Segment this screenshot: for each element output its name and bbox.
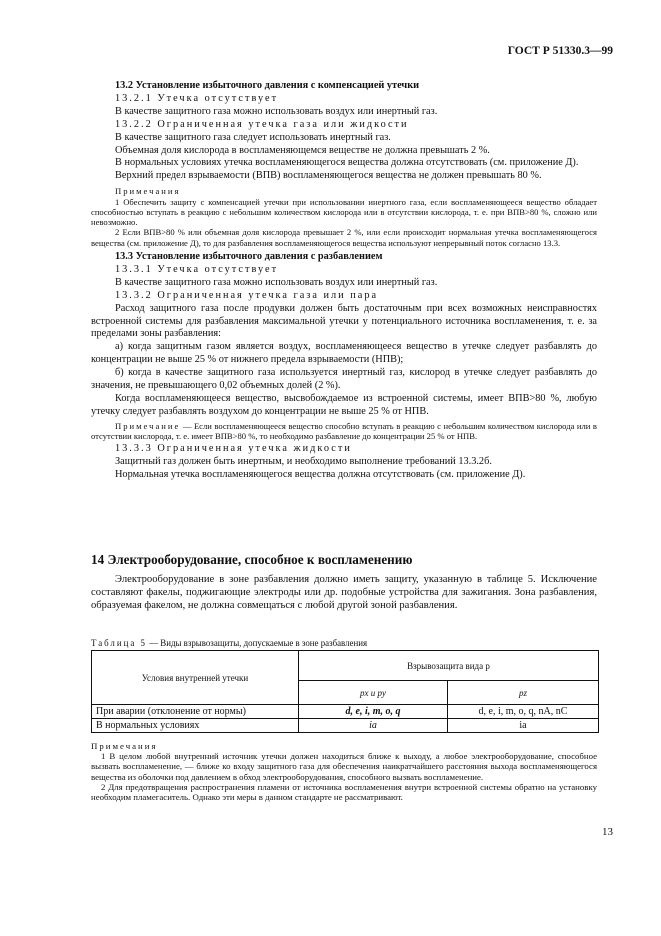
note — [91, 421, 597, 442]
note-1: 1 В целом любой внутренний источник утечки должен находиться ближе к выходу, а любое электрооборудование, способное вызвать воспламенение, — ближе ко входу защитного газа для обеспечения наикратчайшего расстояния выхода воспламеняющегося вещества из оболочки под давлением в обход электрооборудования, способного вызвать воспламенение. — [91, 751, 597, 782]
paragraph: В нормальных условиях утечка воспламеняющегося вещества должна отсутствовать (см. приложение Д). — [115, 157, 579, 169]
notes-heading: Примечания — [115, 186, 181, 197]
table-row — [92, 705, 599, 719]
note-text: — Если воспламеняющееся вещество способно вступать в реакцию с небольшим количеством кислорода или в отсутствии кислорода, т. е. имеет ВПВ>80 %, то необходимо разбавление до концентрации 25 % от НПВ. — [91, 420, 597, 442]
table-subheader-pz: pz — [448, 681, 599, 705]
paragraph: В качестве защитного газа можно использовать воздух или инертный газ. — [115, 276, 438, 288]
section-13-2-1-heading: 13.2.1 Утечка отсутствует — [115, 92, 279, 104]
paragraph: Расход защитного газа после продувки должен быть достаточным при всех возможных неисправностях встроенной системы для разбавления максимальной утечки у потенциального источника воспламенения, т. е. за пределами зоны разбавления: — [91, 302, 597, 340]
paragraph: Верхний предел взрываемости (ВПВ) воспламеняющегося вещества не должен превышать 80 %. — [115, 170, 542, 182]
table-row — [92, 719, 599, 733]
table-cell: ia — [448, 719, 599, 733]
table-caption-label: Таблица 5 — [91, 638, 147, 648]
paragraph: Электрооборудование в зоне разбавления должно иметь защиту, указанную в таблице 5. Исключение составляют факелы, поджигающие электроды или др. подобные устройства для зажигания. Зона разбавления, образуемая факелом, не должна совмещаться с любой другой зоной разбавления. — [91, 574, 597, 611]
paragraph: Защитный газ должен быть инертным, и необходимо выполнение требований 13.3.2б. — [115, 456, 492, 468]
note-1: 1 Обеспечить защиту с компенсацией утечки при использовании инертного газа, если воспламеняющееся вещество обладает способностью вступать в реакцию с небольшим количеством кислорода или в отсутствии кислорода, т. е. при ВПВ>80 %, сложно или невозможно. — [91, 196, 597, 228]
section-13-content — [91, 80, 597, 482]
list-item-b: б) когда в качестве защитного газа используется инертный газ, кислород в утечке следует разбавлять до значения, не превышающего 0,02 объемных долей (2 %). — [91, 367, 597, 392]
section-14-content — [91, 573, 597, 612]
section-14-title: 14 Электрооборудование, способное к воспламенению — [91, 552, 413, 567]
document-header: ГОСТ Р 51330.3—99 — [507, 45, 613, 57]
note-2: 2 Для предотвращения распространения пламени от источника воспламенения внутри встроенной системы обратно на установку необходим пламегаситель. Однако эти меры в данном стандарте не рассматривают. — [91, 781, 597, 803]
section-13-3-title: 13.3 Установление избыточного давления с разбавлением — [115, 251, 383, 263]
paragraph: В качестве защитного газа следует использовать инертный газ. — [115, 131, 391, 143]
table-caption-text: — Виды взрывозащиты, допускаемые в зоне разбавления — [146, 638, 368, 648]
paragraph: Когда воспламеняющееся вещество, высвобождаемое из встроенной системы, имеет ВПВ>80 %, любую утечку следует разбавлять воздухом до концентрации не выше 25 % от НПВ. — [91, 393, 597, 417]
page-number: 13 — [602, 826, 613, 838]
table-header-protection: Взрывозащита вида p — [299, 651, 599, 681]
table-5 — [91, 650, 599, 733]
section-13-3-1-heading: 13.3.1 Утечка отсутствует — [115, 263, 279, 275]
table-cell: При аварии (отклонение от нормы) — [92, 705, 299, 719]
note-label: Примечание — [115, 420, 181, 431]
table-header-conditions: Условия внутренней утечки — [92, 651, 299, 705]
table-caption — [91, 638, 367, 648]
paragraph: Объемная доля кислорода в воспламеняющемся веществе не должна превышать 2 %. — [115, 144, 490, 156]
table-cell: В нормальных условиях — [92, 719, 299, 733]
section-13-3-3-heading: 13.3.3 Ограниченная утечка жидкости — [115, 443, 352, 455]
table-cell: d, e, i, m, o, q, nA, nC — [448, 705, 599, 719]
section-13-2-2-heading: 13.2.2 Ограниченная утечка газа или жидкости — [115, 118, 409, 130]
table-cell: d, e, i, m, o, q — [299, 705, 448, 719]
section-13-2-title: 13.2 Установление избыточного давления с компенсацией утечки — [115, 80, 420, 91]
note-2: 2 Если ВПВ>80 % или объемная доля кислорода превышает 2 %, или если происходит нормальная утечка воспламеняющегося вещества (см. приложение Д), то для разбавления воспламеняющегося вещества используют непрерывный поток согласно 13.3. — [91, 227, 597, 248]
table-notes — [91, 741, 597, 802]
paragraph: Нормальная утечка воспламеняющегося вещества должна отсутствовать (см. приложение Д). — [115, 469, 526, 481]
paragraph: В качестве защитного газа можно использовать воздух или инертный газ. — [115, 105, 438, 117]
table-cell: ia — [299, 719, 448, 733]
table-subheader-px-py: px и py — [299, 681, 448, 705]
notes-heading: Примечания — [91, 741, 158, 751]
section-13-3-2-heading: 13.3.2 Ограниченная утечка газа или пара — [115, 289, 379, 301]
list-item-a: а) когда защитным газом является воздух, воспламеняющееся вещество в утечке следует разбавлять до концентрации не выше 25 % от нижнего предела взрываемости (НПВ); — [91, 341, 597, 366]
